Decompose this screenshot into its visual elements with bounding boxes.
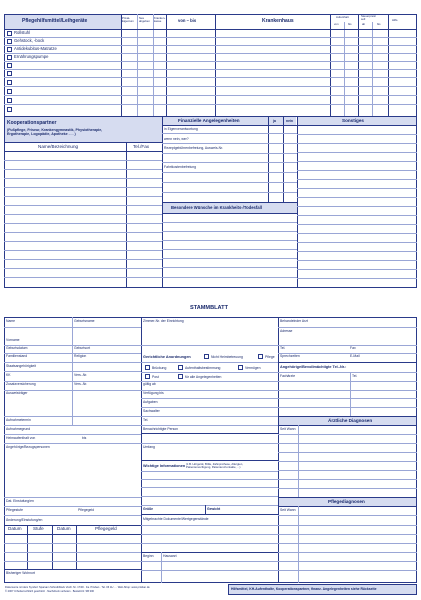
kooperationspartner-sub: (Fußpflege, Friseur, Krankengymnastik, Physiotherapie, Ergotherapie, Logopädie, Apotheke . . . ) xyxy=(7,128,103,136)
label-right-tel-2: Tel. xyxy=(352,374,358,378)
checkbox-aufenthalt[interactable] xyxy=(178,365,183,370)
label-staatsangehoerigkeit: Staatsangehörigkeit xyxy=(6,364,36,368)
item-rollstuhl: Rollstuhl xyxy=(14,30,31,35)
label-geburtsdatum: Geburtsdatum xyxy=(6,346,28,350)
label-zimmer: Zimmer-Nr. der Einrichtung xyxy=(143,319,184,323)
finanzielle-row-wer: wenn nein, wer? xyxy=(164,137,189,141)
steuerpreis-ab: ab xyxy=(362,22,366,26)
label-pflegegeld: Pflegegeld xyxy=(78,508,95,512)
hilfe-label: Hilfs. xyxy=(392,18,399,22)
aufenthalt-bis: bis xyxy=(348,22,352,26)
label-post: Post xyxy=(152,375,159,379)
checkbox-empty-4[interactable] xyxy=(7,89,12,94)
label-ausweistraeger: Ausweisträger xyxy=(6,391,28,395)
label-heim-bis: bis xyxy=(82,436,87,440)
finanzielle-ja: ja xyxy=(273,119,276,123)
checkbox-empty-3[interactable] xyxy=(7,80,12,85)
label-right-fax: Fax xyxy=(350,346,356,350)
label-pflegestufe: Pflegestufe xyxy=(6,508,23,512)
label-benachrichtigen: Benachrichtigte Person xyxy=(143,427,179,431)
label-umfang: Umfang xyxy=(143,445,155,449)
col-von-bis-label: von – bis xyxy=(178,18,197,23)
label-hausarzt: Behandelnder Arzt xyxy=(280,319,308,323)
finanzielle-row-rezept: Rezeptgebührenbefreiung, Ausweis-Nr. xyxy=(164,146,223,150)
label-right-angehoerige: Angehörige/Bevollmächtigte Tel.-Nr.: xyxy=(280,365,347,369)
footer-left-2: © 2007 Urheberrechtlich geschützt · Nachdruck verboten · Bestell-Nr. SB 300 xyxy=(5,590,94,593)
label-sachwalter: Sachwalter xyxy=(143,409,160,413)
label-anordnungen: Gerichtliche Anordnungen xyxy=(143,355,191,359)
label-gueltig: gültig ab xyxy=(143,382,156,386)
label-verfuegung: Verfügung bis xyxy=(143,391,164,395)
krankenhaus-header: Krankenhaus xyxy=(262,18,294,24)
pflegehilfsmittel-header: Pflegehilfsmittel/Leihgeräte xyxy=(22,18,88,24)
label-geburtsname: Geburtsname xyxy=(74,319,95,323)
pflegediagnosen-header: Pflegediagnosen xyxy=(328,499,365,504)
label-alle: für alle Angelegenheiten xyxy=(185,375,222,379)
checkbox-post[interactable] xyxy=(145,374,150,379)
label-fachaerzte: Fachärzte xyxy=(280,374,296,378)
label-aufgaben: Aufgaben xyxy=(143,400,158,404)
label-angehoerige: Angehörige/Bezugspersonen xyxy=(6,445,50,449)
label-mid-tel: Tel. xyxy=(143,418,149,422)
item-gehstock: Gehstock, -bock xyxy=(14,38,45,43)
label-aufnahmegrund: Aufnahmegrund xyxy=(6,427,31,431)
label-familienstand: Familienstand xyxy=(6,354,28,358)
checkbox-empty-2[interactable] xyxy=(7,71,12,76)
checkbox-bruecke[interactable] xyxy=(145,365,150,370)
checkbox-gehstock[interactable] xyxy=(7,39,12,44)
label-aufnahme: Aufnahmetermin xyxy=(6,418,31,422)
aufenthalt-label: Aufenthalt xyxy=(336,15,349,19)
label-bruecke: Brückung xyxy=(152,366,167,370)
label-datum-2: Datum xyxy=(57,526,71,531)
label-pflegegeld-2: Pflegegeld xyxy=(95,526,117,531)
label-zusatzkk: Zusatzversicherung xyxy=(6,382,36,386)
checkbox-empty-5[interactable] xyxy=(7,98,12,103)
label-seit: Seit Wann xyxy=(280,427,296,431)
steuerpreis-bis: bis xyxy=(377,22,381,26)
label-name: Name xyxy=(6,319,16,323)
label-heim: Nicht Heimbetreuung xyxy=(211,355,243,359)
label-heimaufenthalt: Heimaufenthalt von xyxy=(6,436,36,440)
checkbox-pflege[interactable] xyxy=(258,354,263,359)
checkbox-vermoegen[interactable] xyxy=(238,365,243,370)
label-dokumente: Mitgebrachte Dokumente/Wertgegenstände xyxy=(143,517,209,521)
aerztliche-header: Ärztliche Diagnosen xyxy=(328,418,373,423)
label-wohnort: Bisheriger Wohnort xyxy=(6,571,35,575)
aufenthalt-von: von xyxy=(334,22,339,26)
wuensche-header: Besondere Wünsche im Krankheits-/Todesfall xyxy=(171,205,262,210)
label-groesse: Größe xyxy=(143,507,153,511)
label-datum: Datum xyxy=(8,526,22,531)
label-vers-nr-2: Vers.-Nr. xyxy=(74,382,88,386)
finanzielle-nein: nein xyxy=(286,119,293,123)
label-seit-2: Seit Wann xyxy=(280,508,296,512)
label-aenderung: Änderung/Einstufung/en xyxy=(6,518,43,522)
label-wichtige: Wichtige Informationen xyxy=(143,464,186,468)
col-tel-fax: Tel./Fax xyxy=(133,144,150,149)
label-aufenthalt: Aufenthaltsbestimmung xyxy=(185,366,221,370)
label-wichtige-sub: (z.B. Hörgerät, Brille, Zahnprothese, Allergien, Patientenverfügung, Patienten-Kontakte, ...) xyxy=(186,462,244,469)
finanzielle-row-fahrt: Fahrtkostenbefreiung xyxy=(164,165,197,169)
finanzielle-header: Finanzielle Angelegenheiten xyxy=(178,118,240,123)
label-kk: KK xyxy=(6,373,11,377)
label-pflege: Pflege xyxy=(265,355,275,359)
label-einstufung: Dat. Einstufung/en xyxy=(6,499,34,503)
checkbox-rollstuhl[interactable] xyxy=(7,31,12,36)
col-privat-label: Privat- Eigentum xyxy=(122,16,134,23)
label-sprechzeit: Sprechzeiten xyxy=(280,354,300,358)
checkbox-empty-6[interactable] xyxy=(7,107,12,112)
col-neu-label: Neu abgeben xyxy=(139,16,150,23)
label-vorname: Vorname xyxy=(6,338,20,342)
col-krankenkasse-label: Kranken- kasse xyxy=(154,16,166,23)
label-stufe: Stufe xyxy=(33,526,44,531)
item-ernaehrungspumpe: Ernährungspumpe xyxy=(14,54,49,59)
checkbox-heim[interactable] xyxy=(204,354,209,359)
checkbox-antidekubitus[interactable] xyxy=(7,47,12,52)
label-adresse: Adresse xyxy=(280,329,293,333)
finanzielle-row-eigen: in Eigenverantwortung xyxy=(164,127,198,131)
checkbox-alle[interactable] xyxy=(178,374,183,379)
label-religion: Religion xyxy=(74,354,87,358)
sonstiges-header: Sonstiges xyxy=(342,118,364,123)
checkbox-empty-1[interactable] xyxy=(7,63,12,68)
label-right-tel: Tel. xyxy=(280,346,286,350)
steuerpreis-label: Steuerpreis/ soll xyxy=(361,14,377,21)
footer-right: Hilfsmittel, KH-Aufenthalte, Kooperationspartner, finanz. Angelegenheiten siehe Rückseite xyxy=(231,587,377,591)
label-gewicht: Gewicht xyxy=(207,507,221,511)
kooperationspartner-header: Kooperationspartner xyxy=(7,120,57,126)
checkbox-ernaehrungspumpe[interactable] xyxy=(7,55,12,60)
stammblatt-title: STAMMBLATT xyxy=(190,305,229,311)
label-vers-nr: Vers.-Nr. xyxy=(74,373,88,377)
col-name-bezeichnung: Name/Bezeichnung xyxy=(38,144,79,149)
label-email: E-Mail xyxy=(350,354,360,358)
label-geburtsort: Geburtsort xyxy=(74,346,91,350)
label-mid-hausarzt: Hausarzt xyxy=(163,554,177,558)
label-vermoegen: Vermögen xyxy=(245,366,261,370)
item-antidekubitus: Antidekubitus-Matratze xyxy=(14,46,57,51)
footer-left-1: Dokumente mit dem Symbol: Sparsam Schreibblock Vordr. Nr. 17/30 · Fa. Prisban · Tel. 06 11/... · Web-Shop: www.prisban.de xyxy=(5,586,150,589)
label-beginn: Beginn xyxy=(143,554,154,558)
